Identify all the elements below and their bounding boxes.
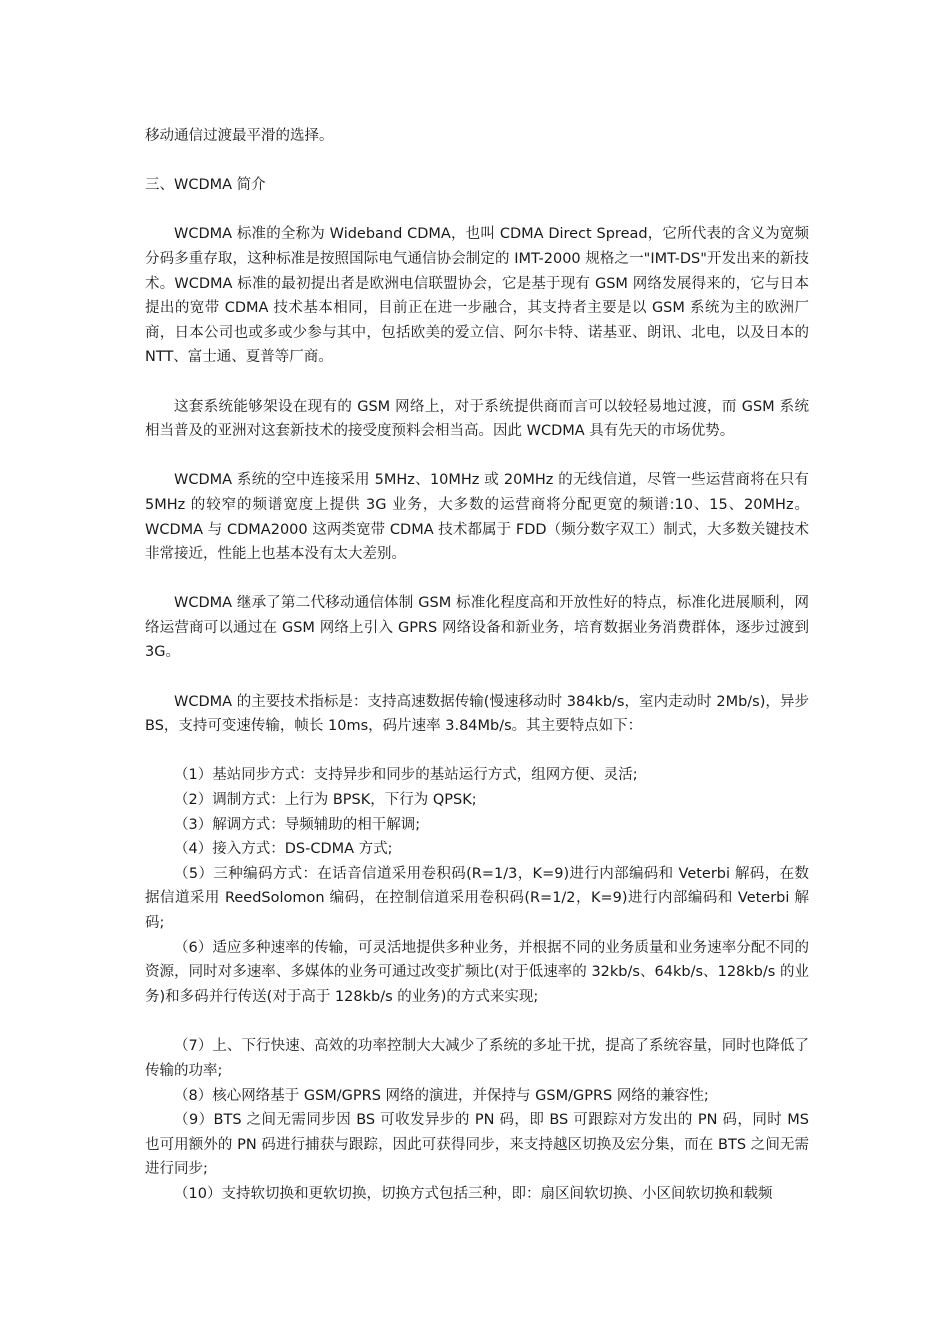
spacer xyxy=(145,665,809,690)
feature-item: （2）调制方式：上行为 BPSK，下行为 QPSK; xyxy=(174,792,477,809)
spacer xyxy=(145,370,809,395)
feature-item: （8）核心网络基于 GSM/GPRS 网络的演进，并保持与 GSM/GPRS 网络的兼容性; xyxy=(174,1087,709,1104)
feature-item: （1）基站同步方式：支持异步和同步的基站运行方式，组网方便、灵活; xyxy=(174,767,638,784)
section-heading: 三、WCDMA 简介 xyxy=(145,177,266,194)
feature-item: （10）支持软切换和更软切换，切换方式包括三种，即：扇区间软切换、小区间软切换和载频 xyxy=(174,1185,773,1202)
spacer xyxy=(145,739,809,764)
feature-item: （5）三种编码方式：在话音信道采用卷积码(R=1/3，K=9)进行内部编码和 Veterbi 解码，在数据信道采用 ReedSolomon 编码，在控制信道采用卷积码(R=1/2，K=9)进行内部编码和 Veterbi 解码; xyxy=(145,865,809,931)
paragraph-gsm-network: 这套系统能够架设在现有的 GSM 网络上，对于系统提供商而言可以较轻易地过渡，而 GSM 系统相当普及的亚洲对这套新技术的接受度预料会相当高。因此 WCDMA 具有先天的市场优势。 xyxy=(145,398,809,440)
feature-item: （9）BTS 之间无需同步因 BS 可收发异步的 PN 码，即 BS 可跟踪对方发出的 PN 码，同时 MS 也可用额外的 PN 码进行捕获与跟踪，因此可获得同步，来支持越区切换及宏分集，而在 BTS 之间无需进行同步; xyxy=(145,1112,809,1178)
paragraph-key-specs: WCDMA 的主要技术指标是：支持高速数据传输(慢速移动时 384kb/s，室内走动时 2Mb/s)，异步 BS，支持可变速传输，帧长 10ms，码片速率 3.84Mb/s。其主要特点如下： xyxy=(145,693,809,735)
spacer xyxy=(145,444,809,469)
feature-item: （6）适应多种速率的传输，可灵活地提供多种业务，并根据不同的业务质量和业务速率分配不同的资源，同时对多速率、多媒体的业务可通过改变扩频比(对于低速率的 32kb/s、64kb/s、128kb/s 的业务)和多码并行传送(对于高于 128kb/s 的业务)的方式来实现; xyxy=(145,939,809,1005)
paragraph-gsm-inheritance: WCDMA 继承了第二代移动通信体制 GSM 标准化程度高和开放性好的特点，标准化进展顺利，网络运营商可以通过在 GSM 网络上引入 GPRS 网络设备和新业务，培育数据业务消费群体，逐步过渡到 3G。 xyxy=(145,595,809,661)
paragraph-wcdma-overview: WCDMA 标准的全称为 Wideband CDMA，也叫 CDMA Direct Spread，它所代表的含义为宽频分码多重存取，这种标准是按照国际电气通信协会制定的 IMT-2000 规格之一"IMT-DS"开发出来的新技术。WCDMA 标准的最初提出者是欧洲电信联盟协会，它是基于现有 GSM 网络发展得来的，它与日本提出的宽带 CDMA 技术基本相同，目前正在进一步融合，其支持者主要是以 GSM 系统为主的欧洲厂商，日本公司也或多或少参与其中，包括欧美的爱立信、阿尔卡特、诺基亚、朗讯、北电，以及日本的 NTT、富士通、夏普等厂商。 xyxy=(145,226,809,366)
spacer xyxy=(145,1009,809,1034)
spacer xyxy=(145,149,809,174)
feature-item: （7）上、下行快速、高效的功率控制大大减少了系统的多址干扰，提高了系统容量，同时也降低了传输的功率; xyxy=(145,1038,809,1079)
feature-item: （4）接入方式：DS-CDMA 方式; xyxy=(174,841,393,858)
spacer xyxy=(145,567,809,592)
spacer xyxy=(145,198,809,223)
continuation-line: 移动通信过渡最平滑的选择。 xyxy=(145,128,334,144)
paragraph-air-interface: WCDMA 系统的空中连接采用 5MHz、10MHz 或 20MHz 的无线信道，尽管一些运营商将在只有 5MHz 的较窄的频谱宽度上提供 3G 业务，大多数的运营商将分配更宽的频谱:10、15、20MHz。WCDMA 与 CDMA2000 这两类宽带 CDMA 技术都属于 FDD（频分数字双工）制式，大多数关键技术非常接近，性能上也基本没有太大差别。 xyxy=(145,472,809,563)
document-body xyxy=(145,124,809,1207)
feature-item: （3）解调方式：导频辅助的相干解调; xyxy=(174,816,421,833)
